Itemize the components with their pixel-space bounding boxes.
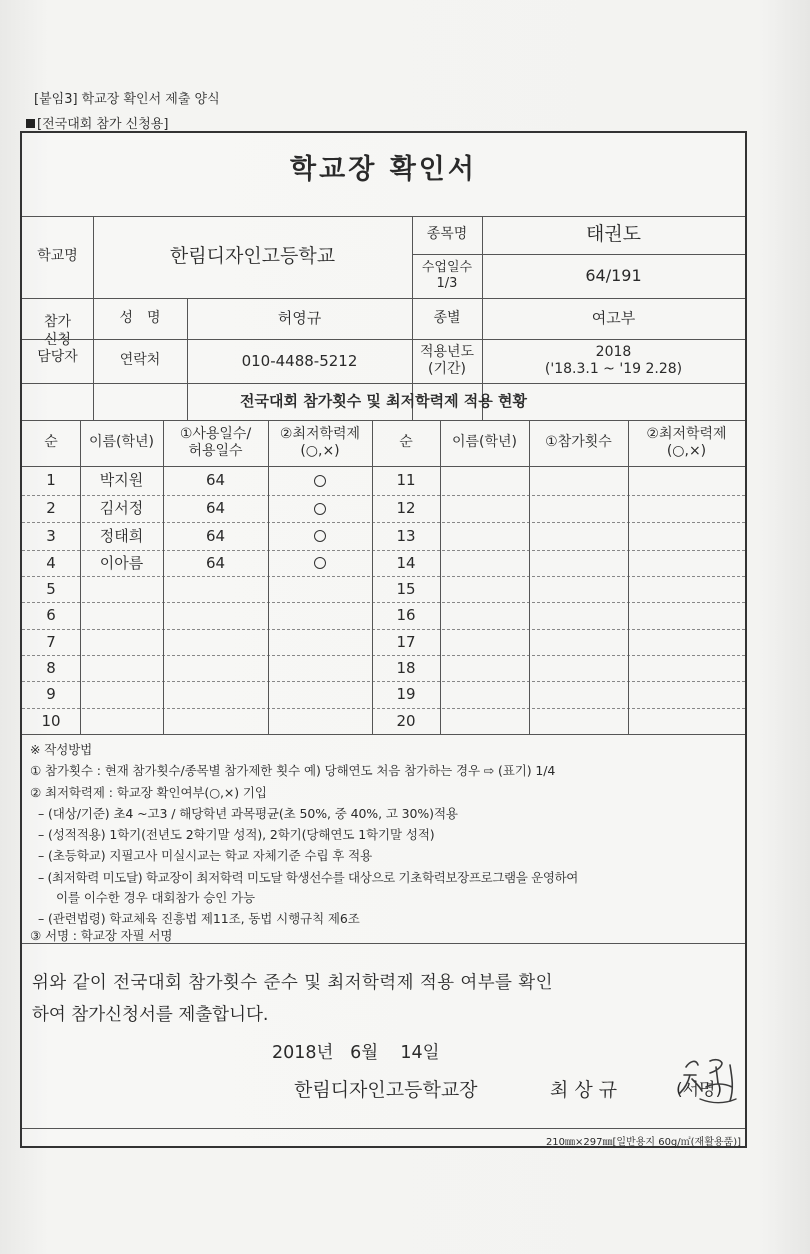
row-min-check xyxy=(268,495,372,522)
declaration-date: 2018년 6월 14일 xyxy=(272,1043,440,1063)
note-7: 이를 이수한 경우 대회참가 승인 가능 xyxy=(56,890,255,905)
row-no-right: 19 xyxy=(396,685,416,704)
row-name: 박지원 xyxy=(99,471,144,490)
row-no-right: 14 xyxy=(396,553,416,572)
row-name-right xyxy=(440,576,529,602)
row-no: 6 xyxy=(46,606,56,625)
row-min-right xyxy=(628,629,745,655)
declaration-line-1: 위와 같이 전국대회 참가횟수 준수 및 최저학력제 적용 여부를 확인 xyxy=(32,973,553,993)
row-days xyxy=(163,602,268,629)
row-count-right xyxy=(529,681,628,708)
row-no: 9 xyxy=(46,685,56,704)
row-min-right xyxy=(628,522,745,550)
apply-year-label xyxy=(412,339,482,383)
name-label: 성 명 xyxy=(119,309,161,326)
header-name-right: 이름(학년) xyxy=(451,434,518,451)
row-name xyxy=(80,629,163,655)
circle-mark-icon xyxy=(314,530,326,542)
contact-group-label xyxy=(22,298,93,383)
row-count-right xyxy=(529,495,628,522)
row-min-right xyxy=(628,602,745,629)
row-no: 4 xyxy=(46,553,56,572)
row-name xyxy=(80,602,163,629)
phone-number: 010-4488-5212 xyxy=(241,351,358,370)
header-min-right-2: (○,×) xyxy=(666,443,707,459)
row-days xyxy=(163,681,268,708)
row-min-check xyxy=(268,681,372,708)
class-days-label-1: 수업일수 xyxy=(421,259,473,275)
row-days xyxy=(163,629,268,655)
notes-heading: ※ 작성방법 xyxy=(30,742,93,757)
row-count-right xyxy=(529,708,628,734)
signer-school: 한림디자인고등학교장 xyxy=(294,1079,478,1101)
form-type-text: [전국대회 참가 신청용] xyxy=(37,117,169,132)
row-name-right xyxy=(440,655,529,681)
paper-spec-footer: 210㎜×297㎜[일반용지 60g/㎡(재활용품)] xyxy=(545,1137,741,1148)
row-min-check xyxy=(268,522,372,550)
circle-mark-icon xyxy=(314,503,326,515)
form-type-label xyxy=(26,113,168,132)
row-count-right xyxy=(529,522,628,550)
header-min xyxy=(268,420,372,466)
row-count-right xyxy=(529,466,628,495)
row-min-right xyxy=(628,550,745,576)
row-no: 3 xyxy=(46,526,56,545)
row-name-right xyxy=(440,681,529,708)
note-2: ② 최저학력제 : 학교장 확인여부(○,×) 기입 xyxy=(30,785,267,800)
contact-group-label-3: 담당자 xyxy=(37,349,78,366)
row-name-right xyxy=(440,466,529,495)
row-name-right xyxy=(440,602,529,629)
note-8: – (관련법령) 학교체육 진흥법 제11조, 동법 시행규칙 제6조 xyxy=(38,911,360,926)
row-no: 1 xyxy=(46,471,56,490)
row-count-right xyxy=(529,655,628,681)
manager-name: 허영규 xyxy=(277,309,322,328)
row-name xyxy=(80,708,163,734)
row-min-right xyxy=(628,576,745,602)
note-1: ① 참가횟수 : 현재 참가횟수/종목별 참가제한 횟수 예) 당해연도 처음 참가하는 경우 ⇨ (표기) 1/4 xyxy=(30,763,556,778)
declaration-line-2: 하여 참가신청서를 제출합니다. xyxy=(32,1005,269,1025)
row-no-right: 17 xyxy=(396,632,416,651)
apply-year-label-1: 적용년도 xyxy=(419,343,475,360)
contact-group-label-1: 참가 xyxy=(43,314,72,331)
row-no-right: 16 xyxy=(396,606,416,625)
row-name-right xyxy=(440,550,529,576)
apply-year-value-1: 2018 xyxy=(595,343,632,360)
row-no-right: 15 xyxy=(396,579,416,598)
row-count-right xyxy=(529,550,628,576)
section-title: 전국대회 참가횟수 및 최저학력제 적용 현황 xyxy=(240,392,527,411)
header-min-1: ②최저학력제 xyxy=(279,425,361,442)
row-no-right: 11 xyxy=(396,471,416,490)
square-bullet-icon xyxy=(26,119,35,128)
row-name xyxy=(80,655,163,681)
row-no-right: 18 xyxy=(396,658,416,677)
row-name xyxy=(80,681,163,708)
row-days: 64 xyxy=(205,526,226,545)
row-name-right xyxy=(440,629,529,655)
row-name: 김서정 xyxy=(99,499,144,518)
note-4: – (성적적용) 1학기(전년도 2학기말 성적), 2학기(당해연도 1학기말 성적) xyxy=(38,827,435,842)
row-no: 2 xyxy=(46,499,56,518)
apply-year-value-2: ('18.3.1 ~ '19 2.28) xyxy=(544,361,683,377)
note-9: ③ 서명 : 학교장 자필 서명 xyxy=(30,928,173,943)
row-min-check xyxy=(268,550,372,576)
row-min-right xyxy=(628,466,745,495)
row-no-right: 20 xyxy=(396,711,416,730)
row-days xyxy=(163,576,268,602)
class-days-label-2: 1/3 xyxy=(436,276,458,291)
header-no-right: 순 xyxy=(399,434,413,451)
row-days: 64 xyxy=(205,471,226,490)
category-value: 여고부 xyxy=(591,309,636,328)
attachment-note: [붙임3] 학교장 확인서 제출 양식 xyxy=(34,92,220,107)
school-name: 한림디자인고등학교 xyxy=(169,245,336,268)
note-5: – (초등학교) 지필고사 미실시교는 학교 자체기준 수립 후 적용 xyxy=(38,848,373,863)
row-name-right xyxy=(440,708,529,734)
row-days xyxy=(163,708,268,734)
form-title: 학교장 확인서 xyxy=(290,154,477,185)
row-name: 정태희 xyxy=(99,526,144,545)
row-min-right xyxy=(628,708,745,734)
row-days xyxy=(163,655,268,681)
row-min-check xyxy=(268,602,372,629)
confirmation-form xyxy=(20,131,747,1148)
sign-label: (서명) xyxy=(676,1080,723,1100)
class-days-value: 64/191 xyxy=(585,266,642,285)
header-days-2: 허용일수 xyxy=(188,443,243,459)
row-min-right xyxy=(628,655,745,681)
row-days: 64 xyxy=(205,553,226,572)
row-min-right xyxy=(628,681,745,708)
note-3: – (대상/기준) 초4 ~고3 / 해당학년 과목평균(초 50%, 중 40%, 고 30%)적용 xyxy=(38,806,458,821)
header-days-1: ①사용일수/ xyxy=(179,425,252,442)
phone-label: 연락처 xyxy=(119,352,161,369)
row-no-right: 13 xyxy=(396,526,416,545)
event-name: 태권도 xyxy=(585,223,642,246)
school-label: 학교명 xyxy=(37,248,78,265)
category-label: 종별 xyxy=(433,309,461,326)
handwritten-signature-icon xyxy=(670,1053,746,1113)
row-name xyxy=(80,576,163,602)
class-days-label xyxy=(412,254,482,298)
note-6: – (최저학력 미도달) 학교장이 최저학력 미도달 학생선수를 대상으로 기초학력보장프로그램을 운영하여 xyxy=(38,870,579,885)
row-name: 이아름 xyxy=(99,553,144,572)
event-label: 종목명 xyxy=(426,226,468,243)
row-no: 5 xyxy=(46,579,56,598)
principal-name: 최 상 규 xyxy=(550,1079,618,1101)
header-min-right xyxy=(628,420,745,466)
circle-mark-icon xyxy=(314,557,326,569)
row-name-right xyxy=(440,495,529,522)
row-no: 8 xyxy=(46,658,56,677)
row-min-check xyxy=(268,466,372,495)
row-no-right: 12 xyxy=(396,499,416,518)
apply-year-value xyxy=(482,339,745,383)
row-name-right xyxy=(440,522,529,550)
row-no: 10 xyxy=(41,711,61,730)
row-min-check xyxy=(268,708,372,734)
row-days: 64 xyxy=(205,499,226,518)
row-min-check xyxy=(268,655,372,681)
header-no: 순 xyxy=(44,434,58,451)
header-days xyxy=(163,420,268,466)
header-name: 이름(학년) xyxy=(88,434,155,451)
row-no: 7 xyxy=(46,632,56,651)
row-min-check xyxy=(268,576,372,602)
apply-year-label-2: (기간) xyxy=(428,361,466,377)
row-count-right xyxy=(529,576,628,602)
header-count-right: ①참가횟수 xyxy=(545,434,612,451)
row-min-right xyxy=(628,495,745,522)
row-count-right xyxy=(529,602,628,629)
contact-group-label-2: 신청 xyxy=(43,331,72,348)
header-min-right-1: ②최저학력제 xyxy=(646,425,727,442)
row-min-check xyxy=(268,629,372,655)
row-count-right xyxy=(529,629,628,655)
header-min-2: (○,×) xyxy=(300,443,340,459)
circle-mark-icon xyxy=(314,475,326,487)
